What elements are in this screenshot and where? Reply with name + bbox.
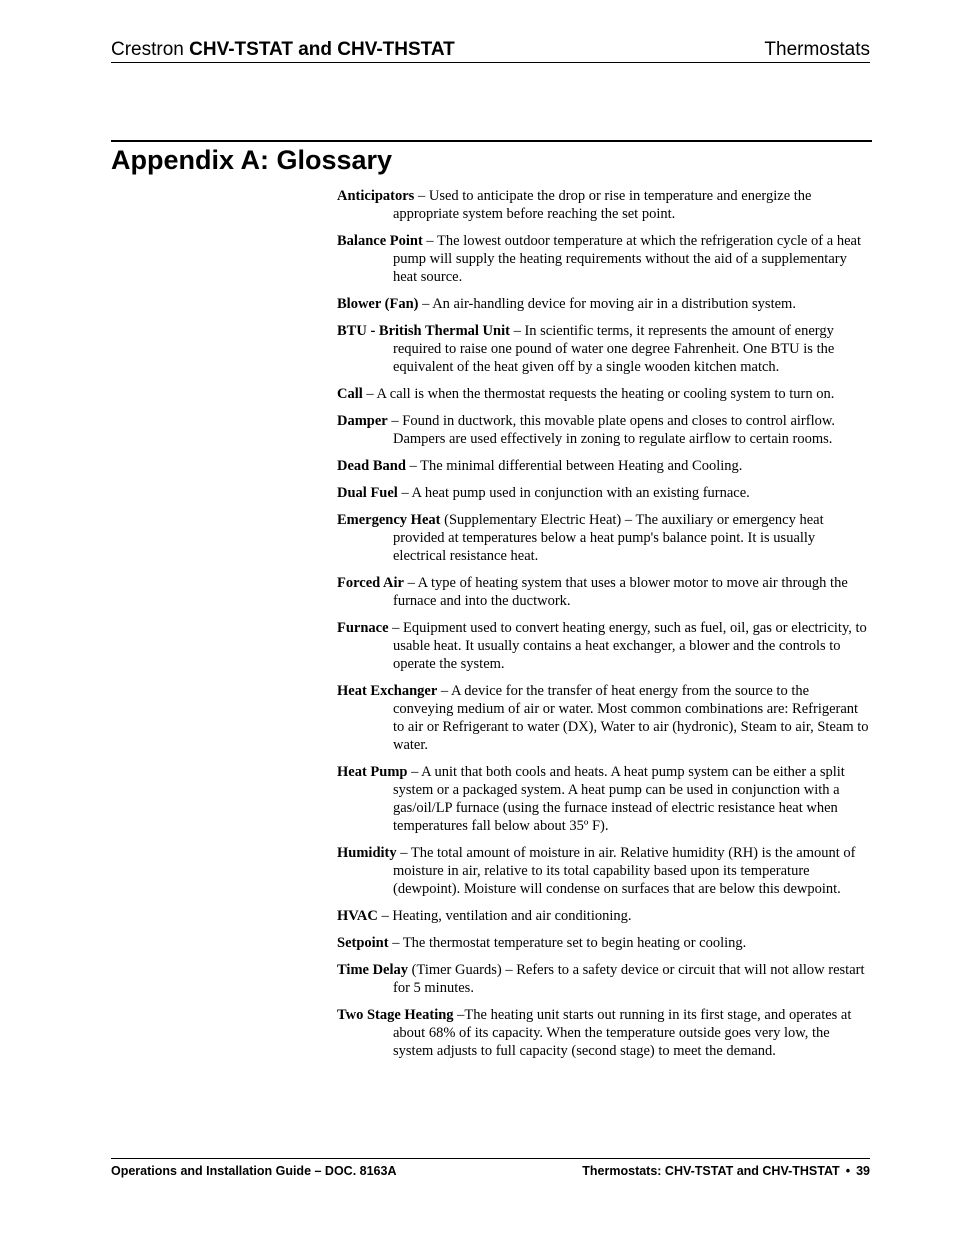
glossary-definition: – A type of heating system that uses a blower motor to move air through the furnace and into the ductwork. [393,575,848,609]
glossary-term: Humidity [337,845,397,861]
glossary-term: Heat Exchanger [337,683,438,699]
glossary-entry [337,1006,871,1060]
glossary-entry [337,295,871,313]
glossary-definition: – The minimal differential between Heating and Cooling. [405,458,743,474]
glossary-term: Two Stage Heating [337,1007,454,1023]
glossary-term: Dead Band [337,458,406,474]
glossary-entry [337,934,871,952]
glossary-term: Emergency Heat [337,512,441,528]
glossary-entry [337,322,871,376]
glossary-term: HVAC [337,908,378,924]
glossary-entry [337,961,871,997]
footer-product: Thermostats: CHV-TSTAT and CHV-THSTAT [582,1164,840,1178]
glossary-list [337,187,871,1069]
header-section: Thermostats [764,39,870,60]
glossary-definition: – Equipment used to convert heating energy, such as fuel, oil, gas or electricity, to usable heat. It usually contains a heat exchanger, a blower and the controls to operate the system. [388,620,867,672]
glossary-term: Setpoint [337,935,389,951]
glossary-definition: – A unit that both cools and heats. A heat pump system can be either a split system or a packaged system. A heat pump can be used in conjunction with a gas/oil/LP furnace (using the furnace instead of electric resistance heat when temperatures fall below about 35º F). [393,764,845,834]
glossary-definition: – The lowest outdoor temperature at which the refrigeration cycle of a heat pump will supply the heating requirements without the aid of a supplementary heat source. [393,233,861,285]
glossary-entry [337,682,871,754]
glossary-definition: – A call is when the thermostat requests the heating or cooling system to turn on. [362,386,835,402]
glossary-definition: – Found in ductwork, this movable plate opens and closes to control airflow. Dampers are used effectively in zoning to regulate airflow to certain rooms. [387,413,836,447]
chapter-title: Appendix A: Glossary [111,145,393,175]
glossary-definition: – The total amount of moisture in air. Relative humidity (RH) is the amount of moisture in air, relative to its total capability based upon its temperature (dewpoint). Moisture will condense on surfaces that are below this dewpoint. [393,845,856,897]
glossary-term: Dual Fuel [337,485,398,501]
glossary-entry [337,232,871,286]
glossary-term: Forced Air [337,575,404,591]
glossary-definition: – A heat pump used in conjunction with an existing furnace. [397,485,750,501]
glossary-definition: (Supplementary Electric Heat) – The auxiliary or emergency heat provided at temperatures below a heat pump's balance point. It is usually electrical resistance heat. [393,512,824,564]
footer-right [582,1161,870,1181]
footer-doc-title: Operations and Installation Guide – DOC. 8163A [111,1164,397,1178]
glossary-term: Heat Pump [337,764,408,780]
glossary-entry [337,574,871,610]
header-brand: Crestron [111,39,184,60]
glossary-term: Call [337,386,363,402]
glossary-entry [337,763,871,835]
glossary-definition: –The heating unit starts out running in its first stage, and operates at about 68% of its capacity. When the temperature outside goes very low, the system adjusts to full capacity (second stage) to meet the demand. [393,1007,852,1059]
glossary-entry [337,907,871,925]
glossary-term: Blower (Fan) [337,296,419,312]
glossary-definition: (Timer Guards) – Refers to a safety device or circuit that will not allow restart for 5 minutes. [393,962,865,996]
glossary-entry [337,385,871,403]
header-product: CHV-TSTAT and CHV-THSTAT [189,39,455,60]
glossary-definition: – The thermostat temperature set to begin heating or cooling. [388,935,747,951]
glossary-entry [337,457,871,475]
page-footer [111,1158,870,1181]
glossary-term: Anticipators [337,188,415,204]
glossary-definition: – A device for the transfer of heat energy from the source to the conveying medium of air or water. Most common combinations are: Refrigerant to air or Refrigerant to water (DX), Water to air (hydronic), Steam to air, Steam to water. [393,683,869,753]
glossary-term: Damper [337,413,388,429]
glossary-term: Furnace [337,620,389,636]
footer-bullet: • [845,1164,851,1178]
glossary-entry [337,844,871,898]
glossary-entry [337,484,871,502]
glossary-definition: – An air-handling device for moving air in a distribution system. [418,296,796,312]
glossary-entry [337,412,871,448]
glossary-entry [337,187,871,223]
glossary-entry [337,511,871,565]
glossary-term: Balance Point [337,233,423,249]
glossary-entry [337,619,871,673]
glossary-definition: – Heating, ventilation and air conditioning. [377,908,632,924]
glossary-definition: – In scientific terms, it represents the amount of energy required to raise one pound of water one degree Fahrenheit. One BTU is the equivalent of the heat given off by a single wooden kitchen match. [393,323,835,375]
glossary-term: BTU - British Thermal Unit [337,323,510,339]
page-header [111,38,870,63]
glossary-term: Time Delay [337,962,409,978]
page-number: 39 [856,1164,870,1178]
glossary-definition: – Used to anticipate the drop or rise in temperature and energize the appropriate system before reaching the set point. [393,188,812,222]
